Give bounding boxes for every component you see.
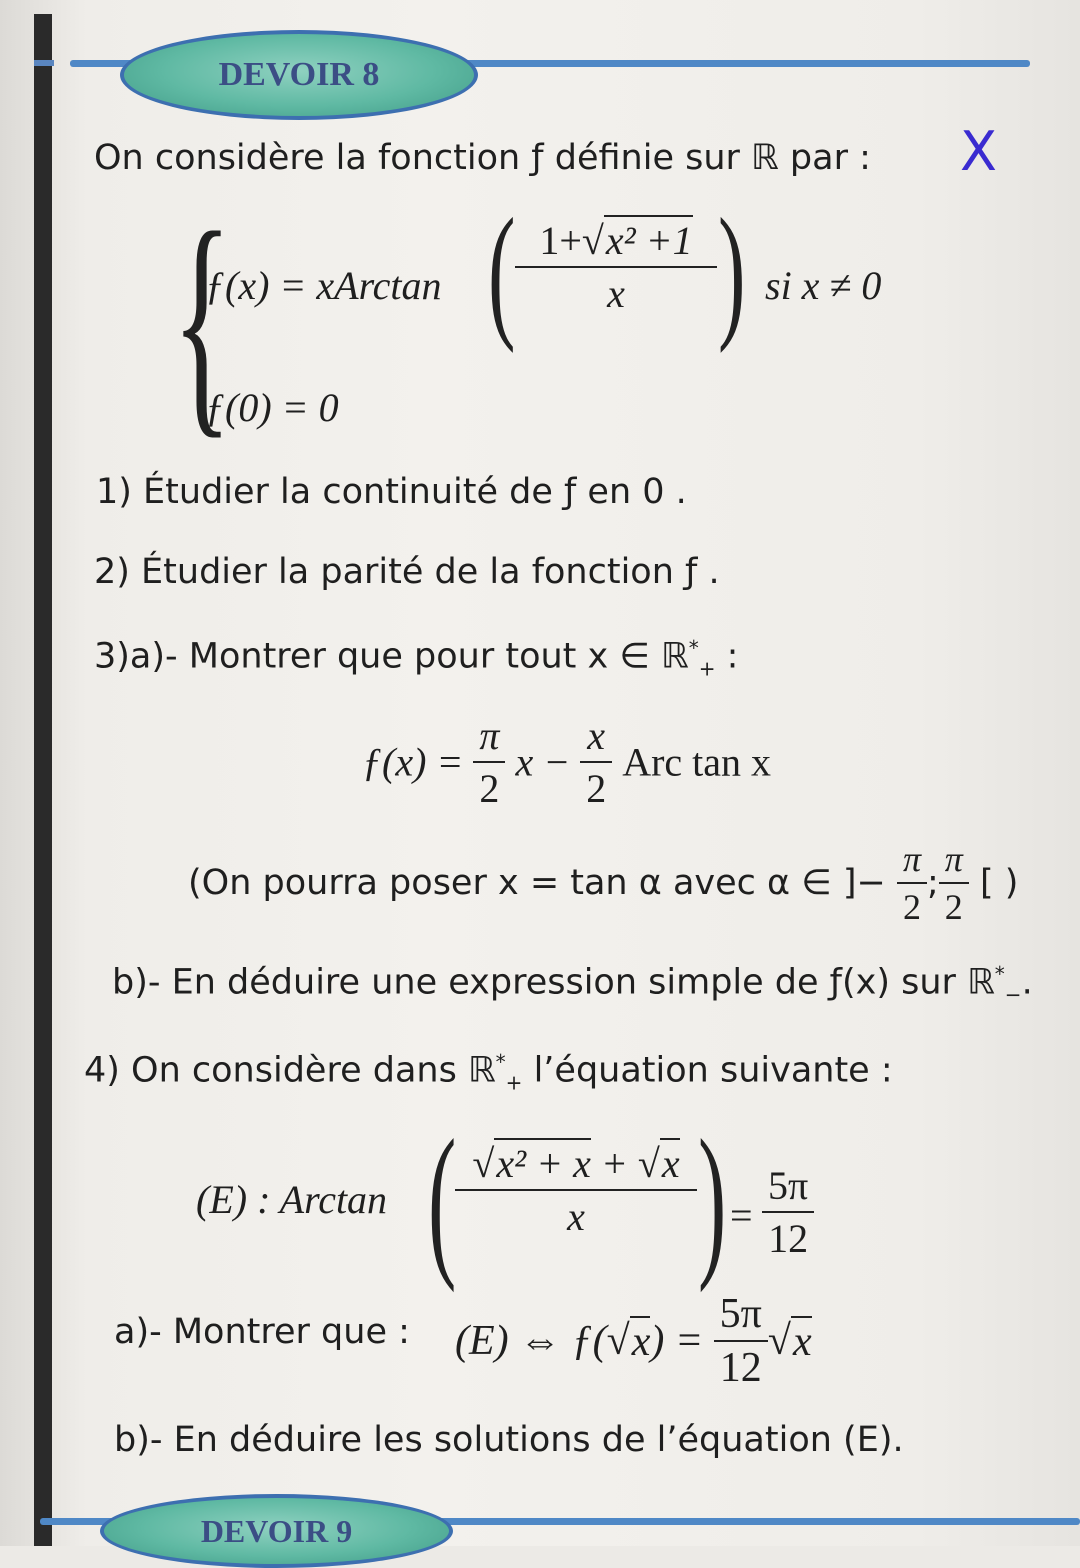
q3b-sub: − [1004,982,1022,1007]
q3a-formula [362,712,771,812]
eq-left-paren: ( [428,1105,457,1293]
eq-rhs-den: 12 [762,1211,814,1262]
question-1: 1) Étudier la continuité de ƒ en 0 . [96,472,687,512]
q3a-sup: * [688,636,699,660]
intro-text: On considère la fonction ƒ définie sur ℝ par : [94,138,871,178]
system-line2: ƒ(0) = 0 [205,385,339,430]
question-3b [112,962,1033,1007]
question-4-text: 4) On considère dans ℝ [84,1050,496,1091]
system-frac [515,215,717,317]
system-num-radicand: x² +1 [604,215,693,264]
system-frac-num [533,215,698,266]
system-frac-den: x [515,266,717,317]
q3a-mid: x − [515,739,571,785]
q3a-rhs: Arc tan x [622,739,772,785]
eq-frac [455,1138,697,1240]
question-3b-text: b)- En déduire une expression simple de ƒ(x) sur ℝ [112,962,995,1003]
equation-fraction [455,1138,697,1240]
q4-sup: * [495,1050,506,1074]
q4-sub: + [505,1070,523,1095]
header-title: DEVOIR 8 [218,56,380,93]
q4a-den: 12 [714,1340,768,1392]
equation-label: (E) : Arctan [196,1177,388,1222]
right-paren: ) [718,188,746,354]
handwritten-x-mark: X [960,120,997,183]
q3a-f2-den: 2 [580,761,612,812]
hint-start: (On pourra poser x = tan α avec α ∈ ]− [188,863,886,903]
system-num-prefix: 1+ [539,218,582,263]
hint-f1-den: 2 [897,882,927,928]
hint-sep: ; [926,863,939,903]
eq-frac-den: x [455,1189,697,1240]
eq-rhs [762,1162,814,1262]
eq-sqrt-sign-2: √ [637,1141,660,1186]
hint-f2-num: π [944,839,963,879]
eq-num-r1: x² + x [494,1138,591,1187]
eq-num-plus: + [590,1141,638,1186]
q3b-sup: * [994,962,1005,986]
footer-badge [100,1494,453,1568]
hint-line [188,838,1018,928]
q3a-sub: + [698,656,716,681]
q3a-frac-2 [580,712,612,812]
eq-sqrt-sign-1: √ [472,1141,495,1186]
eq-rhs-num: 5π [768,1163,809,1208]
left-paren: ( [488,188,516,354]
question-4a-label: a)- Montrer que : [114,1312,410,1352]
q4a-lhs2: ) = [650,1318,704,1364]
q4a-lhs1: (E) ⇔ ƒ( [455,1318,607,1364]
q4a-rad: x [630,1316,651,1366]
q4a-tail-rad: x [791,1316,812,1366]
question-3a-text: 3)a)- Montrer que pour tout x ∈ ℝ [94,636,689,677]
q3a-f2-num: x [587,713,606,758]
hint-f1-num: π [902,839,921,879]
spine-tick [34,60,54,66]
question-3a [94,636,738,681]
question-4b: b)- En déduire les solutions de l’équation (E). [114,1420,904,1460]
hint-f2-den: 2 [939,882,969,928]
q4a-tail-sqrt-sign: √ [767,1318,791,1364]
q3a-frac-1 [473,712,505,812]
q3a-f1-num: π [479,713,500,758]
eq-rhs-frac [762,1162,814,1262]
system-line1-lhs: ƒ(x) = xArctan [205,263,442,308]
sqrt-sign: √ [581,218,604,263]
book-spine [34,14,52,1546]
header-badge [120,30,478,120]
system-fraction [515,215,717,317]
q3a-formula-lhs: ƒ(x) = [362,739,464,785]
q4a-frac [714,1290,768,1392]
eq-right-paren: ) [698,1105,727,1293]
q4a-formula [455,1290,812,1392]
q4-end: l’équation suivante : [522,1050,893,1091]
q3b-end: . [1021,962,1033,1003]
hint-frac-1 [897,838,927,928]
eq-num-r2: x [660,1138,680,1187]
q3a-end: : [715,636,739,677]
q4a-num: 5π [719,1291,762,1337]
system-condition: si x ≠ 0 [765,263,882,308]
hint-frac-2 [939,838,969,928]
question-2: 2) Étudier la parité de la fonction ƒ . [94,552,720,592]
eq-frac-num [466,1138,685,1189]
q4a-sqrt-sign: √ [606,1318,630,1364]
q3a-f1-den: 2 [473,761,505,812]
question-4 [84,1050,893,1095]
footer-title: DEVOIR 9 [200,1512,353,1549]
left-brace: { [172,182,232,459]
eq-equals: = [730,1193,753,1238]
hint-end: [ ) [979,863,1019,903]
